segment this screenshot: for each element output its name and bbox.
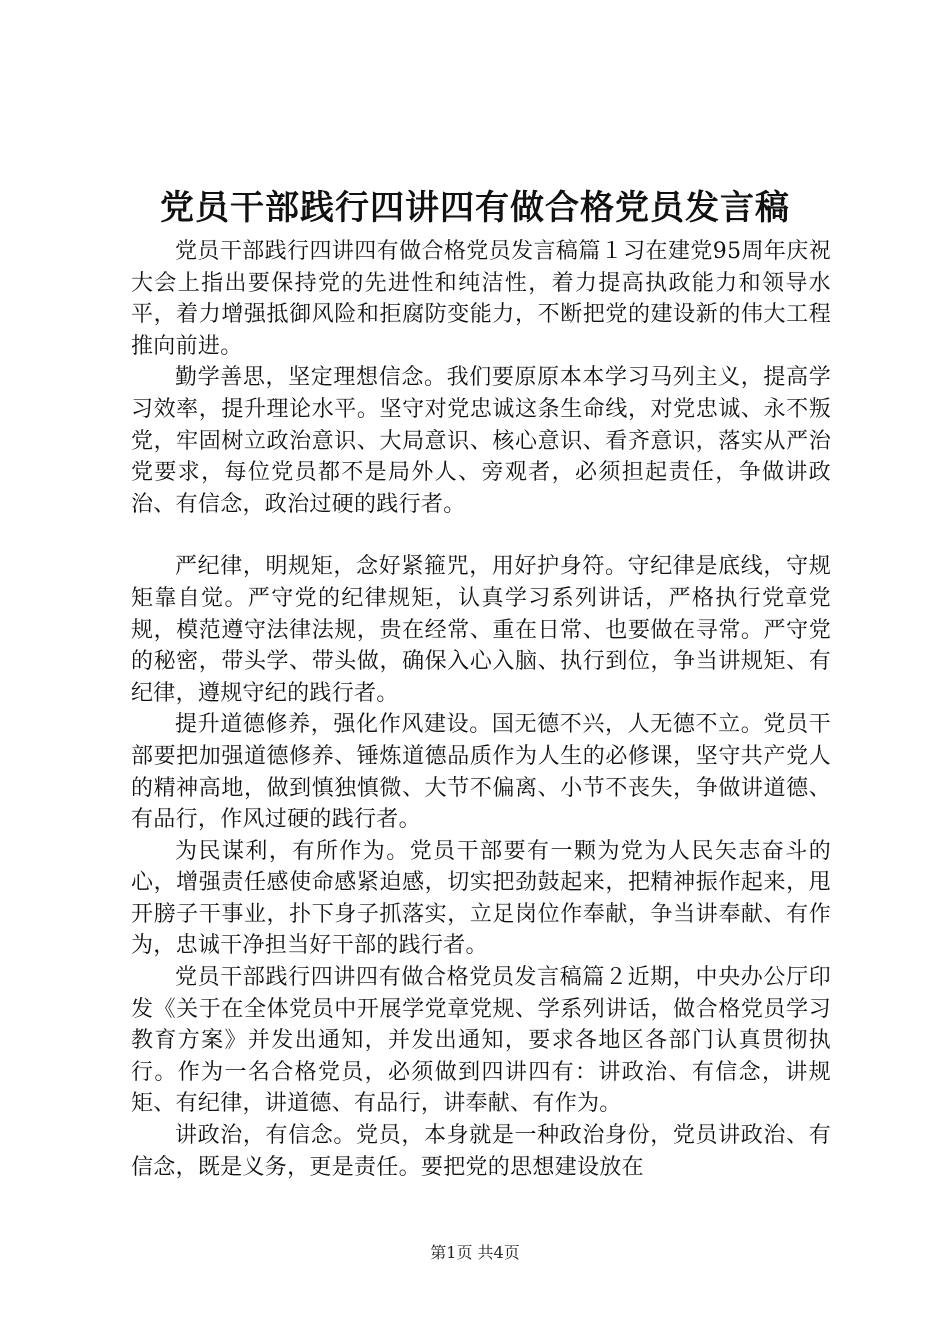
document-title: 党员干部践行四讲四有做合格党员发言稿 <box>160 188 790 228</box>
paragraph-6: 党员干部践行四讲四有做合格党员发言稿篇２近期，中央办公厅印发《关于在全体党员中开展学党章党规、学系列讲话，做合格党员学习教育方案》并发出通知，并发出通知，要求各地区各部门认真贯彻执行。作为一名合格党员，必须做到四讲四有：讲政治、有信念，讲规矩、有纪律，讲道德、有品行，讲奉献、有作为。 <box>131 965 831 1117</box>
paragraph-2: 勤学善思，坚定理想信念。我们要原原本本学习马列主义，提高学习效率，提升理论水平。坚守对党忠诚这条生命线，对党忠诚、永不叛党，牢固树立政治意识、大局意识、核心意识、看齐意识，落实从严治党要求，每位党员都不是局外人、旁观者，必须担起责任，争做讲政治、有信念，政治过硬的践行者。 <box>131 365 831 517</box>
paragraph-4: 提升道德修养，强化作风建设。国无德不兴，人无德不立。党员干部要把加强道德修养、锤炼道德品质作为人生的必修课，坚守共产党人的精神高地，做到慎独慎微、大节不偏离、小节不丧失，争做讲道德、有品行，作风过硬的践行者。 <box>131 712 831 833</box>
page-number-footer: 第1页 共4页 <box>430 1243 520 1262</box>
paragraph-1: 党员干部践行四讲四有做合格党员发言稿篇１习在建党95周年庆祝大会上指出要保持党的先进性和纯洁性，着力提高执政能力和领导水平，着力增强抵御风险和拒腐防变能力，不断把党的建设新的伟大工程推向前进。 <box>131 239 831 359</box>
document-body <box>131 236 831 1183</box>
paragraph-7: 讲政治，有信念。党员，本身就是一种政治身份，党员讲政治、有信念，既是义务，更是责任。要把党的思想建设放在 <box>131 1123 831 1180</box>
paragraph-3: 严纪律，明规矩，念好紧箍咒，用好护身符。守纪律是底线，守规矩靠自觉。严守党的纪律规矩，认真学习系列讲话，严格执行党章党规，模范遵守法律法规，贵在经常、重在日常、也要做在寻常。严守党的秘密，带头学、带头做，确保入心入脑、执行到位，争当讲规矩、有纪律，遵规守纪的践行者。 <box>131 554 831 706</box>
paragraph-5: 为民谋利，有所作为。党员干部要有一颗为党为人民矢志奋斗的心，增强责任感使命感紧迫感，切实把劲鼓起来，把精神振作起来，甩开膀子干事业，扑下身子抓落实，立足岗位作奉献，争当讲奉献、有作为，忠诚干净担当好干部的践行者。 <box>131 838 831 959</box>
